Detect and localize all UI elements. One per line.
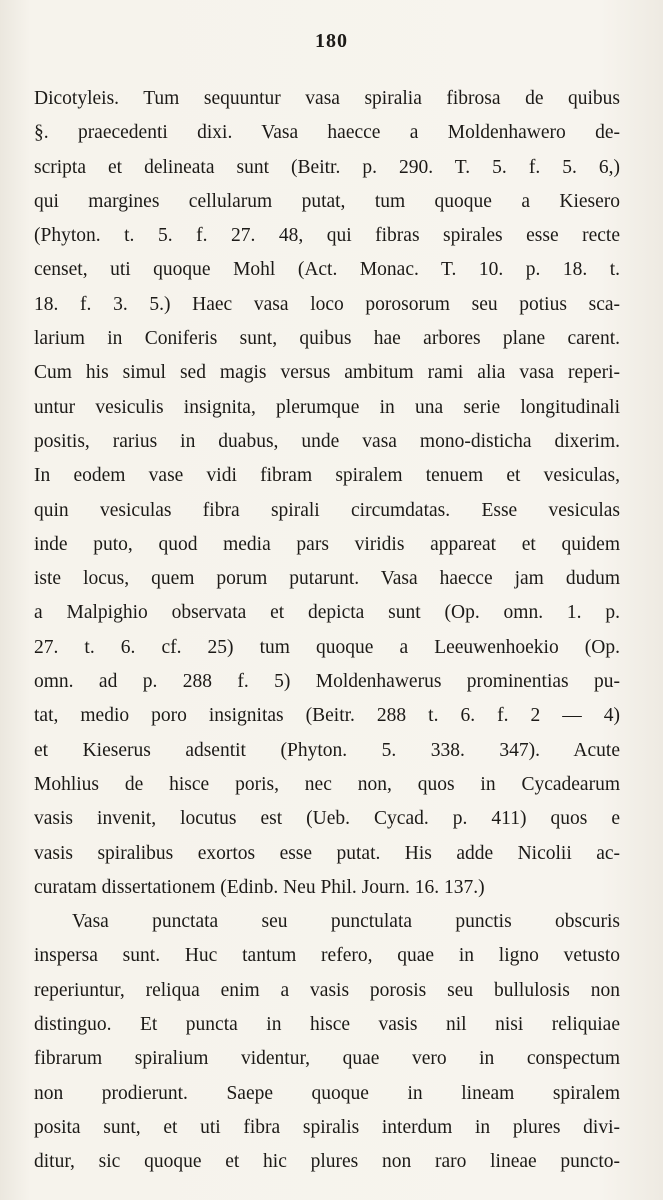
text-line: Cum his simul sed magis versus ambitum rami alia vasa reperi- [34, 362, 620, 384]
text-line: omn. ad p. 288 f. 5) Moldenhawerus prominentias pu- [34, 671, 620, 693]
text-line: iste locus, quem porum putarunt. Vasa haecce jam dudum [34, 568, 620, 590]
text-line: vasis spiralibus exortos esse putat. His adde Nicolii ac- [34, 842, 620, 864]
text-line: 18. f. 3. 5.) Haec vasa loco porosorum seu potius sca- [34, 293, 620, 315]
text-line: reperiuntur, reliqua enim a vasis porosis seu bullulosis non [34, 979, 620, 1001]
text-line: (Phyton. t. 5. f. 27. 48, qui fibras spirales esse recte [34, 225, 620, 247]
text-line: a Malpighio observata et depicta sunt (Op. omn. 1. p. [34, 602, 620, 624]
text-line: Mohlius de hisce poris, nec non, quos in Cycadearum [34, 773, 620, 795]
text-line: ditur, sic quoque et hic plures non raro lineae puncto- [34, 1151, 620, 1173]
text-line: Dicotyleis. Tum sequuntur vasa spiralia fibrosa de quibus [34, 88, 620, 109]
text-line: curatam dissertationem (Edinb. Neu Phil. Journ. 16. 137.) [34, 876, 485, 898]
text-line: scripta et delineata sunt (Beitr. p. 290. T. 5. f. 5. 6,) [34, 156, 620, 178]
text-line: positis, rarius in duabus, unde vasa mono-disticha dixerim. [34, 430, 620, 452]
page-number: 180 [315, 30, 348, 52]
text-line: 27. t. 6. cf. 25) tum quoque a Leeuwenhoekio (Op. [34, 636, 620, 658]
text-line: qui margines cellularum putat, tum quoque a Kiesero [34, 190, 620, 212]
text-line: censet, uti quoque Mohl (Act. Monac. T. 10. p. 18. t. [34, 259, 620, 281]
text-line: vasis invenit, locutus est (Ueb. Cycad. p. 411) quos e [34, 808, 620, 830]
text-line: inspersa sunt. Huc tantum refero, quae in ligno vetusto [34, 945, 620, 967]
text-line: et Kieserus adsentit (Phyton. 5. 338. 347). Acute [34, 739, 620, 761]
paragraph-first-line: Vasa punctata seu punctulata punctis obscuris [72, 911, 620, 933]
text-line: non prodierunt. Saepe quoque in lineam spiralem [34, 1082, 620, 1104]
text-line: larium in Coniferis sunt, quibus hae arbores plane carent. [34, 328, 620, 350]
text-line: posita sunt, et uti fibra spiralis interdum in plures divi- [34, 1116, 620, 1138]
text-line: §. praecedenti dixi. Vasa haecce a Moldenhawero de- [34, 122, 620, 144]
text-line: untur vesiculis insignita, plerumque in una serie longitudinali [34, 396, 620, 418]
text-line: tat, medio poro insignitas (Beitr. 288 t. 6. f. 2 — 4) [34, 705, 620, 727]
text-line: distinguo. Et puncta in hisce vasis nil nisi reliquiae [34, 1014, 620, 1036]
text-line: fibrarum spiralium videntur, quae vero in conspectum [34, 1048, 620, 1070]
text-line: inde puto, quod media pars viridis appareat et quidem [34, 533, 620, 555]
text-line: quin vesiculas fibra spirali circumdatas. Esse vesiculas [34, 499, 620, 521]
body-text [34, 82, 620, 1180]
text-line: In eodem vase vidi fibram spiralem tenuem et vesiculas, [34, 465, 620, 487]
